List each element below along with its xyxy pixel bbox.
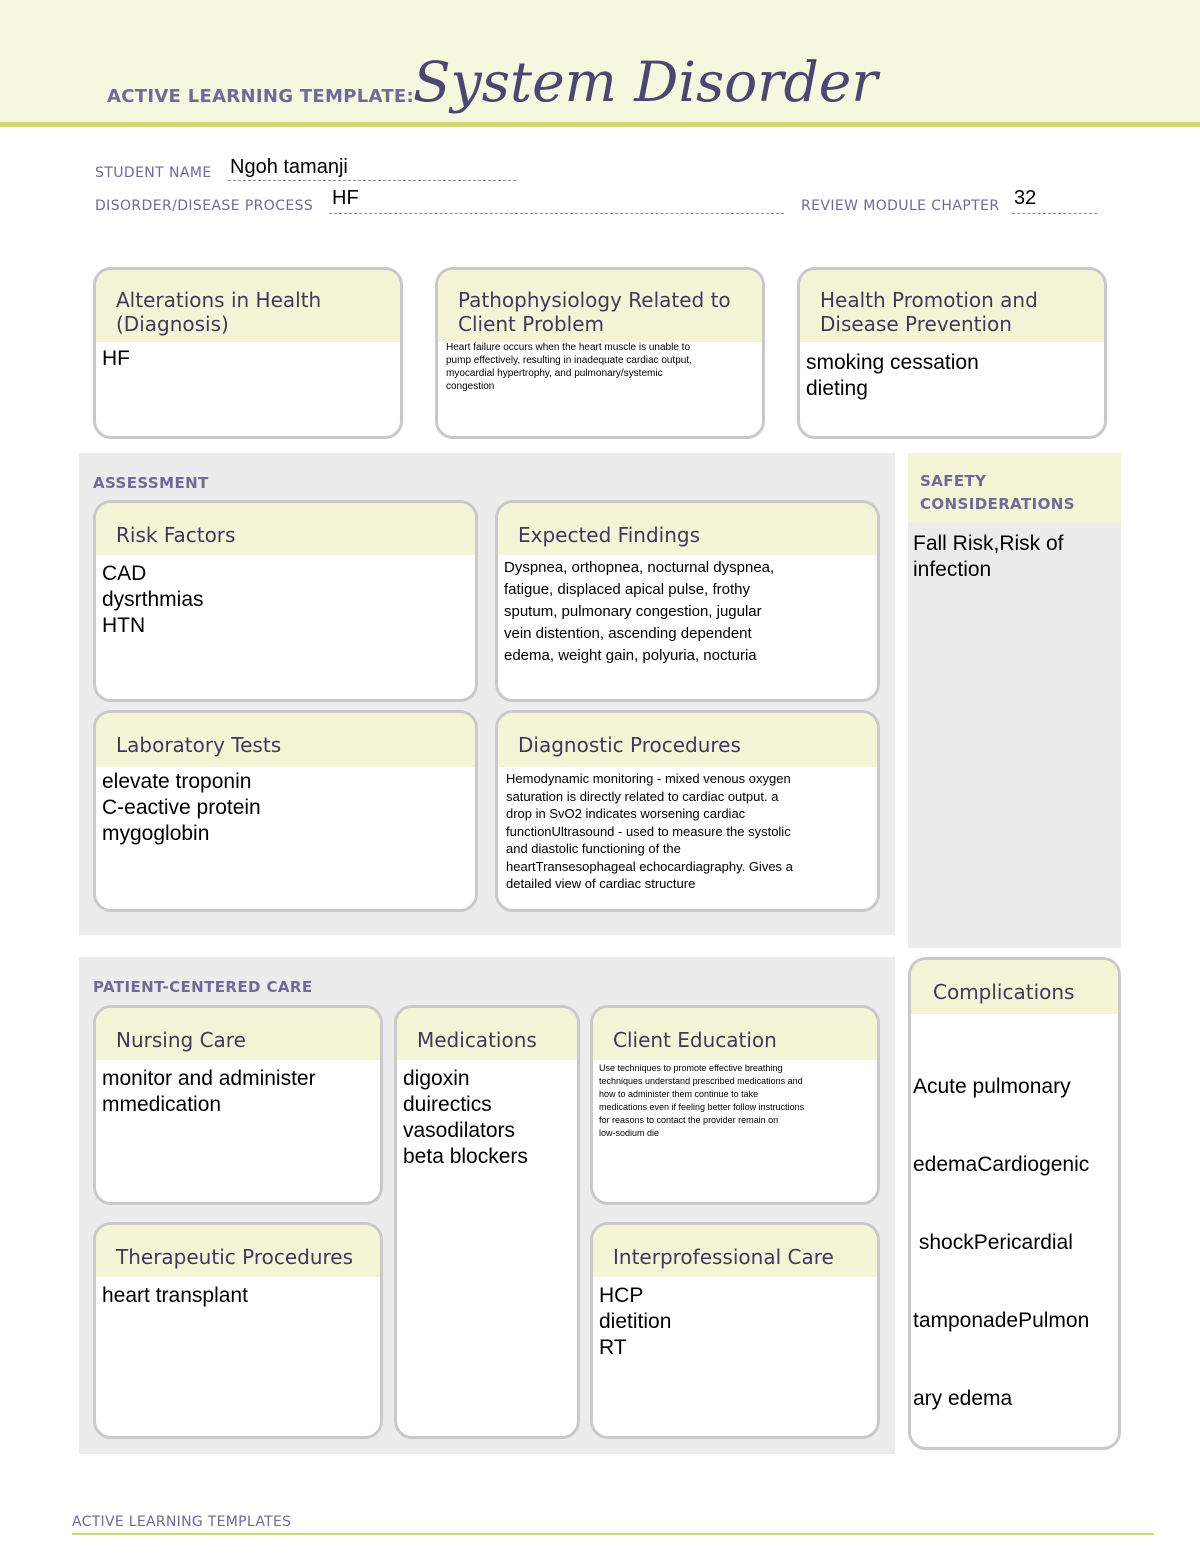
disorder-field[interactable]: HF	[332, 187, 359, 209]
interprofessional-care-line: dietition	[599, 1310, 672, 1333]
alterations-content[interactable]	[96, 342, 400, 372]
chapter-field[interactable]: 32	[1014, 187, 1037, 209]
client-education-line: low-sodium die	[599, 1128, 660, 1138]
complications-line: Acute pulmonary	[913, 1075, 1071, 1098]
template-title: System Disorder	[413, 50, 878, 114]
client-education-content[interactable]	[593, 1060, 877, 1142]
pathophysiology-line: myocardial hypertrophy, and pulmonary/systemic	[446, 368, 663, 379]
risk-factors-content[interactable]	[96, 555, 475, 639]
expected-findings-box	[495, 500, 880, 702]
diagnostic-procedures-box	[495, 710, 880, 912]
complications-box	[908, 957, 1121, 1450]
medications-box	[394, 1005, 580, 1439]
client-education-title: Client Education	[593, 1008, 877, 1060]
health-promotion-line: dieting	[806, 377, 868, 400]
nursing-care-line: monitor and administer	[102, 1067, 316, 1090]
complications-title: Complications	[911, 960, 1118, 1014]
diagnostic-procedures-line: drop in SvO2 indicates worsening cardiac	[506, 806, 746, 821]
patient-care-heading: PATIENT-CENTERED CARE	[93, 978, 313, 996]
therapeutic-procedures-content[interactable]	[96, 1277, 380, 1309]
complications-line: edemaCardiogenic	[913, 1153, 1090, 1176]
safety-line: Fall Risk,Risk of	[913, 532, 1064, 555]
risk-factors-line: HTN	[102, 614, 146, 637]
expected-findings-content[interactable]	[498, 555, 877, 667]
diagnostic-procedures-line: saturation is directly related to cardiac output. a	[506, 788, 779, 804]
expected-findings-line: vein distention, ascending dependent	[504, 625, 752, 642]
pathophysiology-line: congestion	[446, 381, 495, 392]
header-divider	[0, 122, 1200, 127]
nursing-care-line: mmedication	[102, 1093, 222, 1116]
expected-findings-line: Dyspnea, orthopnea, nocturnal dyspnea,	[504, 559, 775, 576]
complications-line: shockPericardial	[913, 1231, 1073, 1254]
safety-heading-line: SAFETY	[920, 472, 987, 490]
therapeutic-procedures-title: Therapeutic Procedures	[96, 1225, 380, 1277]
interprofessional-care-line: HCP	[599, 1284, 644, 1307]
risk-factors-line: dysrthmias	[102, 588, 204, 611]
client-education-line: techniques understand prescribed medications and	[599, 1076, 803, 1086]
lab-tests-line: C-eactive protein	[102, 796, 261, 819]
diagnostic-procedures-line: heartTransesophageal echocardiagraphy. Gives a	[506, 858, 793, 874]
client-education-line: Use techniques to promote effective breathing	[599, 1063, 783, 1073]
client-education-line: for reasons to contact the provider remain on	[599, 1115, 779, 1125]
safety-heading	[908, 453, 1121, 523]
health-promotion-line: smoking cessation	[806, 351, 979, 374]
safety-line: infection	[913, 558, 992, 581]
medications-title: Medications	[397, 1008, 577, 1060]
expected-findings-title: Expected Findings	[498, 503, 877, 555]
health-promotion-title: Health Promotion and Disease Prevention	[800, 270, 1104, 342]
risk-factors-line: CAD	[102, 562, 147, 585]
expected-findings-line: fatigue, displaced apical pulse, frothy	[504, 581, 750, 598]
disorder-underline	[329, 213, 784, 214]
diagnostic-procedures-line: functionUltrasound - used to measure the systolic	[506, 823, 791, 839]
safety-content[interactable]	[913, 531, 1118, 583]
pathophysiology-box	[435, 267, 765, 439]
interprofessional-care-title: Interprofessional Care	[593, 1225, 877, 1277]
complications-line: tamponadePulmon	[913, 1309, 1090, 1332]
risk-factors-title: Risk Factors	[96, 503, 475, 555]
pathophysiology-line: Heart failure occurs when the heart muscle is unable to	[446, 342, 691, 353]
complications-line: ary edema	[913, 1387, 1013, 1410]
template-label: ACTIVE LEARNING TEMPLATE:	[107, 86, 414, 107]
alterations-box	[93, 267, 403, 439]
client-education-line: medications even if feeling better follow instructions	[599, 1102, 805, 1112]
interprofessional-care-line: RT	[599, 1336, 627, 1359]
expected-findings-line: sputum, pulmonary congestion, jugular	[504, 603, 762, 620]
assessment-heading: ASSESSMENT	[93, 474, 209, 492]
client-education-line: how to administer them continue to take	[599, 1089, 759, 1099]
chapter-underline	[1012, 213, 1097, 214]
diagnostic-procedures-title: Diagnostic Procedures	[498, 713, 877, 767]
therapeutic-procedures-box	[93, 1222, 383, 1439]
footer-divider	[72, 1533, 1154, 1535]
pathophysiology-content[interactable]	[438, 340, 762, 394]
lab-tests-line: mygoglobin	[102, 822, 210, 845]
chapter-label: REVIEW MODULE CHAPTER	[801, 198, 1000, 214]
safety-heading-line: CONSIDERATIONS	[920, 495, 1075, 513]
health-promotion-content[interactable]	[800, 342, 1104, 402]
medications-line: vasodilators	[403, 1119, 516, 1142]
safety-section	[908, 453, 1121, 948]
lab-tests-box	[93, 710, 478, 912]
interprofessional-care-box	[590, 1222, 880, 1439]
student-name-underline	[228, 180, 516, 181]
client-education-box	[590, 1005, 880, 1205]
medications-line: beta blockers	[403, 1145, 528, 1168]
nursing-care-title: Nursing Care	[96, 1008, 380, 1060]
interprofessional-care-content[interactable]	[593, 1277, 877, 1361]
nursing-care-content[interactable]	[96, 1060, 380, 1118]
lab-tests-content[interactable]	[96, 767, 475, 847]
therapeutic-procedures-line: heart transplant	[102, 1284, 248, 1307]
student-name-field[interactable]: Ngoh tamanji	[230, 156, 348, 178]
alterations-title: Alterations in Health (Diagnosis)	[96, 270, 400, 342]
diagnostic-procedures-content[interactable]	[498, 767, 877, 896]
lab-tests-line: elevate troponin	[102, 770, 252, 793]
expected-findings-line: edema, weight gain, polyuria, nocturia	[504, 647, 757, 664]
disorder-label: DISORDER/DISEASE PROCESS	[95, 198, 314, 214]
complications-content[interactable]	[911, 1014, 1118, 1450]
lab-tests-title: Laboratory Tests	[96, 713, 475, 767]
medications-line: duirectics	[403, 1093, 492, 1116]
alterations-line: HF	[102, 347, 130, 370]
medications-content[interactable]	[397, 1060, 577, 1170]
diagnostic-procedures-line: detailed view of cardiac structure	[506, 876, 696, 891]
risk-factors-box	[93, 500, 478, 702]
nursing-care-box	[93, 1005, 383, 1205]
student-name-label: STUDENT NAME	[95, 165, 212, 181]
diagnostic-procedures-line: and diastolic functioning of the	[506, 841, 681, 856]
health-promotion-box	[797, 267, 1107, 439]
pathophysiology-line: pump effectively, resulting in inadequate cardiac output,	[446, 355, 692, 366]
diagnostic-procedures-line: Hemodynamic monitoring - mixed venous oxygen	[506, 771, 791, 786]
pathophysiology-title: Pathophysiology Related to Client Problem	[438, 270, 762, 342]
footer-label: ACTIVE LEARNING TEMPLATES	[72, 1514, 292, 1530]
medications-line: digoxin	[403, 1067, 470, 1090]
